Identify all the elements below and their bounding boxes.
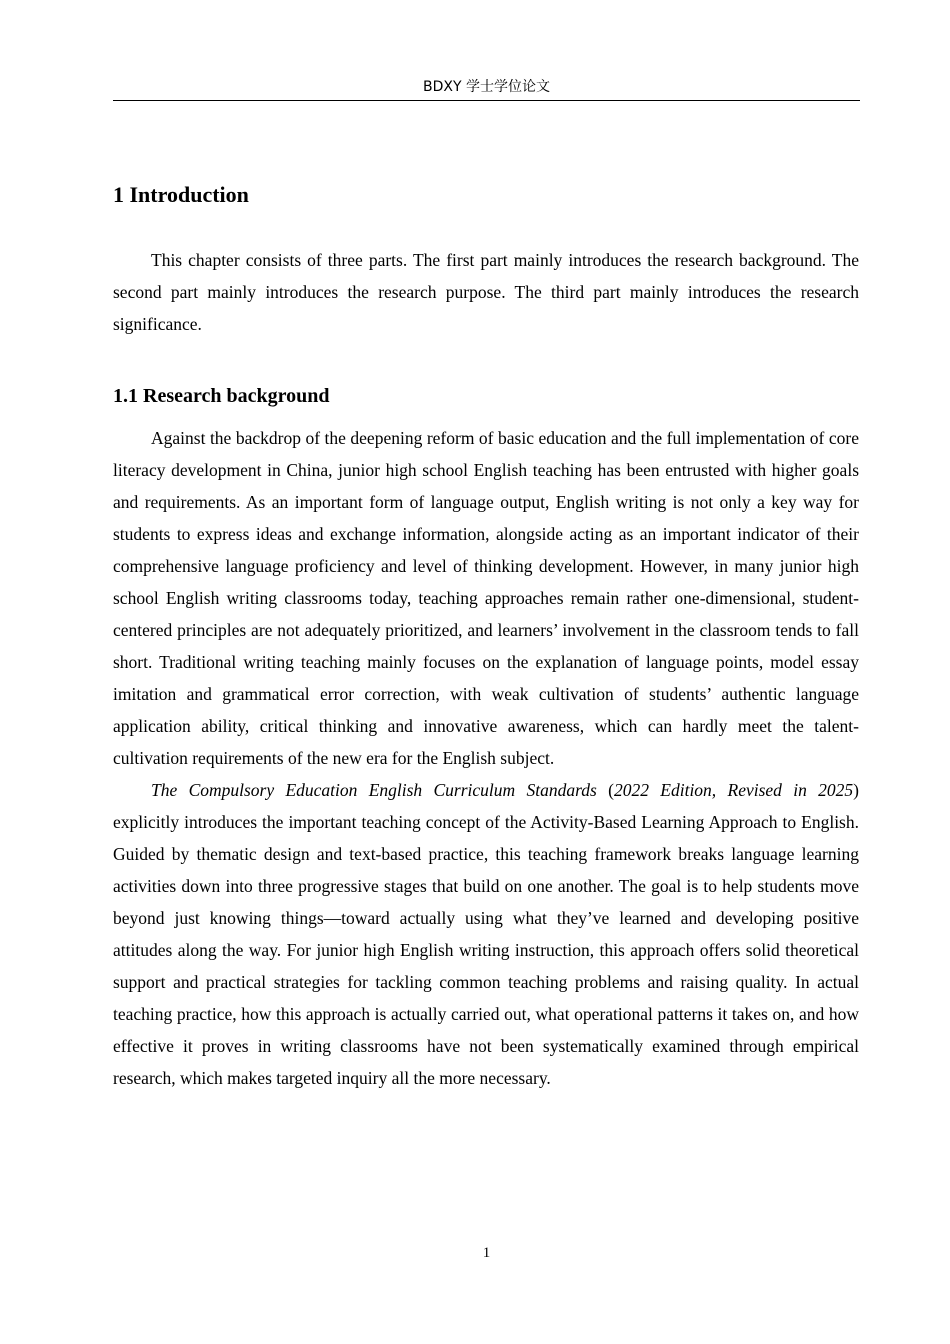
chapter-intro-paragraph: This chapter consists of three parts. The first part mainly introduces the research background. The second part mainly introduces the research purpose. The third part mainly introduces the research significance. [113,250,859,334]
spacer [113,210,859,244]
body-paragraph: Against the backdrop of the deepening reform of basic education and the full implementation of core literacy development in China, junior high school English teaching has been entrusted with higher goals and requirements. As an important form of language output, English writing is not only a key way for students to express ideas and exchange information, alongside acting as an important indicator of their comprehensive language proficiency and level of thinking development. However, in many junior high school English writing classrooms today, teaching approaches remain rather one-dimensional, student-centered principles are not adequately prioritized, and learners’ involvement in the classroom tends to fall short. Traditional writing teaching mainly focuses on the explanation of language points, model essay imitation and grammatical error correction, with weak cultivation of students’ authentic language application ability, critical thinking and innovative awareness, which can hardly meet the talent-cultivation requirements of the new era for the English subject. [113,428,859,768]
open-parenthesis: ( [596,780,614,800]
paragraph-text: explicitly introduces the important teaching concept of the Activity-Based Learning Approach to English. Guided by thematic design and text-based practice, this teaching framework breaks language learning activities down into three progressive stages that build on one another. The goal is to help students move beyond just knowing things—toward actually using what they’ve learned and developing positive attitudes along the way. For junior high English writing instruction, this approach offers solid theoretical support and practical strategies for tackling common teaching problems and raising quality. In actual teaching practice, how this approach is actually carried out, what operational patterns it takes on, and how effective it proves in writing classrooms have not been systematically examined through empirical research, which makes targeted inquiry all the more necessary. [113,812,859,1088]
chapter-title: 1 Introduction [113,182,249,207]
spacer [113,340,859,382]
curriculum-standards-title: The Compulsory Education English Curriculum Standards [151,780,597,800]
edition-note: 2022 Edition, Revised in 2025 [613,780,854,800]
page-body [113,180,859,1094]
running-header: BDXY 学士学位论文 [423,79,550,95]
spacer [113,410,859,422]
header-rule [113,100,860,101]
section-title: 1.1 Research background [113,385,330,407]
close-parenthesis: ) [853,780,859,800]
page-number: 1 [482,1245,491,1261]
body-paragraph [113,774,859,1094]
